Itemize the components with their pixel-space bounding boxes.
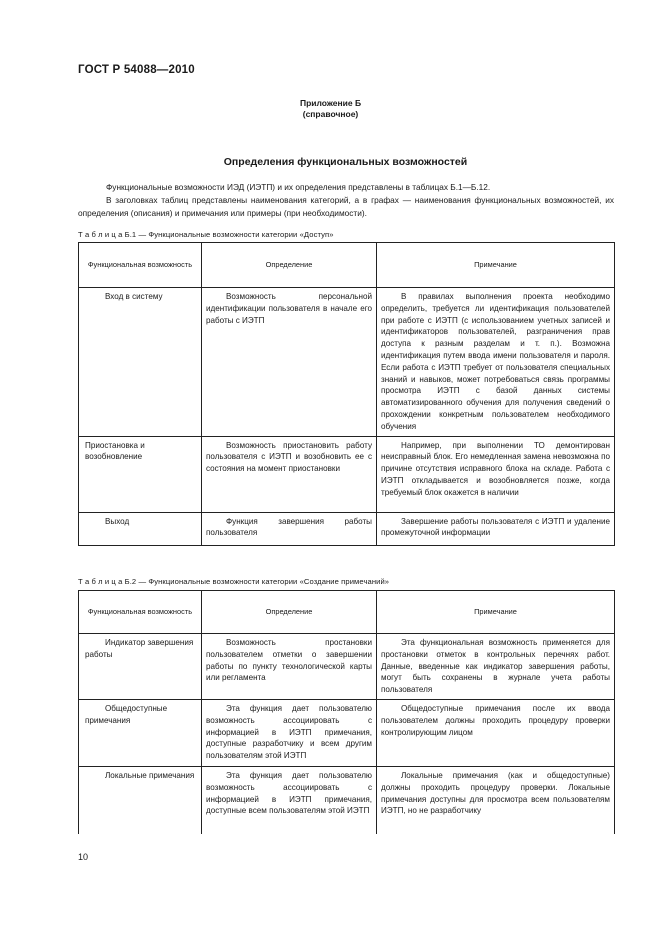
- table-header-row: [79, 243, 615, 288]
- definition-cell: Эта функция дает пользователю возможность ассоциировать с информацией в ИЭТП примечания, доступные разработчику и всем другим пользователям этой ИЭТП: [202, 699, 377, 766]
- header-capability: Функциональная возможность: [79, 591, 202, 634]
- table-row: [79, 436, 615, 512]
- definition-cell: Функция завершения работы пользователя: [202, 512, 377, 545]
- standard-header: ГОСТ Р 54088—2010: [78, 64, 195, 76]
- header-capability: Функциональная возможность: [79, 243, 202, 288]
- table-access: [78, 242, 615, 546]
- definition-cell: Возможность персональной идентификации пользователя в начале его работы с ИЭТП: [202, 288, 377, 437]
- note-cell: Локальные примечания (как и общедоступные) должны проходить процедуру проверки. Локальные примечания доступны для просмотра всем пользователям ИЭТП, но не разработчику: [377, 766, 615, 834]
- note-cell: Завершение работы пользователя с ИЭТП и удаление промежуточной информации: [377, 512, 615, 545]
- header-note: Примечание: [377, 591, 615, 634]
- page-number: 10: [78, 852, 89, 862]
- capability-cell: Приостановка и возобновление: [79, 436, 202, 512]
- note-cell: Например, при выполнении ТО демонтирован неисправный блок. Его немедленная замена невозможна по причине отсутствия исправного блока на складе. Работа с ИЭТП откладывается и возобновляется позже, когда требуемый блок окажется в наличии: [377, 436, 615, 512]
- capability-cell: Выход: [79, 512, 202, 545]
- definition-cell: Возможность простановки пользователем отметки о завершении работы по пункту технологической карты или регламента: [202, 634, 377, 700]
- table1-caption: Т а б л и ц а Б.1 — Функциональные возможности категории «Доступ»: [78, 230, 334, 239]
- capability-cell: Вход в систему: [79, 288, 202, 437]
- table-annotations: [78, 590, 615, 834]
- header-definition: Определение: [202, 591, 377, 634]
- table-row: [79, 512, 615, 545]
- capability-cell: Локальные примечания: [79, 766, 202, 834]
- note-cell: Эта функциональная возможность применяется для простановки отметок в контрольных перечнях работ. Данные, введенные как индикатор завершения работы, могут быть сохранены в журнале учета работы пользователя: [377, 634, 615, 700]
- definition-cell: Эта функция дает пользователю возможность ассоциировать с информацией в ИЭТП примечания, доступные всем пользователям этой ИЭТП: [202, 766, 377, 834]
- table-header-row: [79, 591, 615, 634]
- note-cell: В правилах выполнения проекта необходимо определить, требуется ли идентификация пользователей при работе с ИЭТП (с использованием учетных записей и идентификаторов пользователей, разграничения прав доступа к разным разделам и т. п.). Возможна идентификация путем ввода имени пользователя и пароля. Если работа с ИЭТП требует от пользователя специальных знаний и навыков, может потребоваться связь программы просмотра ИЭТП с базой данных системы автоматизированного обучения для получения сведений о прохождении конкретным пользователем необходимого обучения: [377, 288, 615, 437]
- intro-paragraph-2: В заголовках таблиц представлены наименования категорий, а в графах — наименования функциональных возможностей, их определения (описания) и примечания или примеры (при необходимости).: [78, 195, 614, 218]
- note-cell: Общедоступные примечания после их ввода пользователем должны проходить процедуру проверки контролирующим лицом: [377, 699, 615, 766]
- table-row: [79, 634, 615, 700]
- section-title: Определения функциональных возможностей: [223, 156, 468, 168]
- capability-cell: Общедоступные примечания: [79, 699, 202, 766]
- table-row: [79, 288, 615, 437]
- header-definition: Определение: [202, 243, 377, 288]
- definition-cell: Возможность приостановить работу пользователя с ИЭТП и возобновить ее с состояния на момент приостановки: [202, 436, 377, 512]
- annex-label: Приложение Б: [299, 98, 362, 108]
- capability-cell: Индикатор завершения работы: [79, 634, 202, 700]
- intro-paragraph-1: Функциональные возможности ИЭД (ИЭТП) и их определения представлены в таблицах Б.1—Б.12.: [106, 182, 491, 192]
- table-row: [79, 766, 615, 834]
- table2-caption: Т а б л и ц а Б.2 — Функциональные возможности категории «Создание примечаний»: [78, 577, 390, 586]
- table-row: [79, 699, 615, 766]
- header-note: Примечание: [377, 243, 615, 288]
- annex-type: (справочное): [302, 109, 359, 119]
